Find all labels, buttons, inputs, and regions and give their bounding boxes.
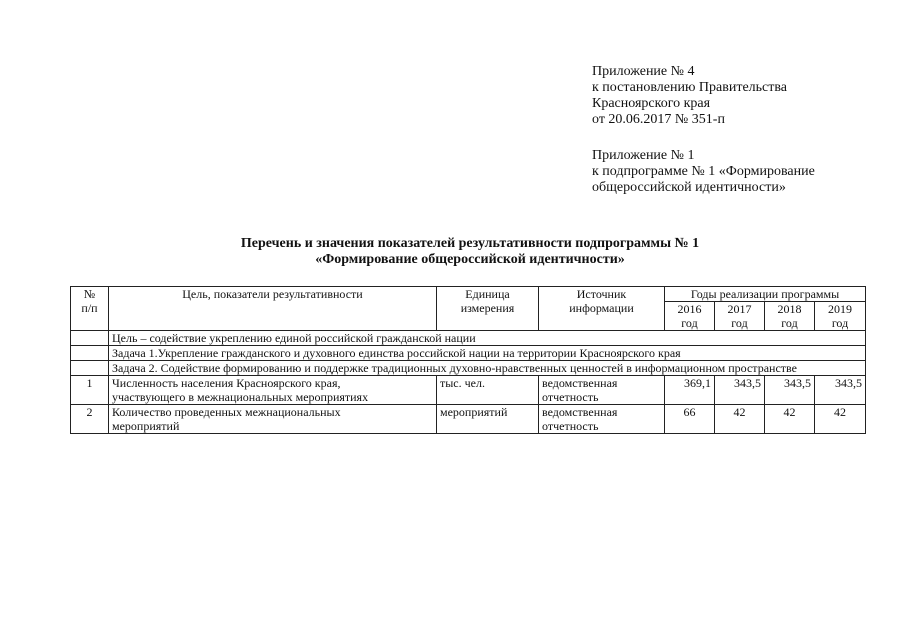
task-1-row: [71, 346, 866, 361]
row-num: 1: [71, 376, 109, 405]
row-value-2019: 343,5: [815, 376, 866, 405]
header-goal: Цель, показатели результативности: [109, 287, 437, 331]
row-value-2016: 369,1: [665, 376, 715, 405]
annex-sub-header: [592, 148, 815, 196]
header-year-2017: [715, 302, 765, 331]
row-unit: тыс. чел.: [437, 376, 539, 405]
row-source-line-2: отчетность: [542, 390, 599, 404]
annex-main-line-2: к постановлению Правительства: [592, 80, 788, 95]
row-num: 2: [71, 405, 109, 434]
row-indicator: [109, 376, 437, 405]
annex-sub-line-3: общероссийской идентичности»: [592, 180, 786, 195]
task-1-row-num: [71, 346, 109, 361]
header-unit-line-1: Единица: [465, 287, 510, 301]
row-indicator: [109, 405, 437, 434]
header-year-suffix: год: [831, 316, 849, 330]
header-year-2019: [815, 302, 866, 331]
task-2-row: [71, 361, 866, 376]
row-value-2016: 66: [665, 405, 715, 434]
header-num: [71, 287, 109, 331]
row-value-2019: 42: [815, 405, 866, 434]
table-row: [71, 376, 866, 405]
row-source: [539, 405, 665, 434]
title-line-2: «Формирование общероссийской идентичности»: [315, 252, 625, 267]
goal-row: [71, 331, 866, 346]
row-source-line-1: ведомственная: [542, 376, 618, 390]
header-year-value: 2018: [777, 302, 802, 316]
task-1-row-text: Задача 1.Укрепление гражданского и духовного единства российской нации на территории Красноярского края: [109, 346, 866, 361]
header-year-value: 2017: [727, 302, 752, 316]
row-source: [539, 376, 665, 405]
row-value-2017: 42: [715, 405, 765, 434]
annex-main-line-4: от 20.06.2017 № 351-п: [592, 112, 725, 127]
header-year-suffix: год: [731, 316, 748, 330]
row-indicator-line-2: участвующего в межнациональных мероприятиях: [112, 390, 369, 404]
annex-main-line-1: Приложение № 4: [592, 64, 695, 79]
header-year-value: 2019: [828, 302, 853, 316]
row-indicator-line-2: мероприятий: [112, 419, 180, 433]
task-2-row-num: [71, 361, 109, 376]
header-source-line-2: информации: [569, 301, 634, 315]
goal-row-text: Цель – содействие укреплению единой российской гражданской нации: [109, 331, 866, 346]
header-year-2016: [665, 302, 715, 331]
document-title: [150, 236, 790, 268]
header-row-1: [71, 287, 866, 302]
header-year-value: 2016: [677, 302, 702, 316]
row-unit: мероприятий: [437, 405, 539, 434]
header-unit-line-2: измерения: [460, 301, 515, 315]
goal-row-num: [71, 331, 109, 346]
annex-sub-line-1: Приложение № 1: [592, 148, 695, 163]
annex-main-line-3: Красноярского края: [592, 96, 711, 111]
row-value-2018: 42: [765, 405, 815, 434]
header-num-line-2: п/п: [81, 301, 98, 315]
title-line-1: Перечень и значения показателей результативности подпрограммы № 1: [240, 236, 700, 251]
annex-main-header: [592, 64, 787, 128]
row-indicator-line-1: Численность населения Красноярского края,: [112, 376, 341, 390]
header-year-suffix: год: [781, 316, 798, 330]
row-source-line-2: отчетность: [542, 419, 599, 433]
header-source: [539, 287, 665, 331]
annex-sub-line-2: к подпрограмме № 1 «Формирование: [592, 164, 815, 179]
header-year-2018: [765, 302, 815, 331]
row-value-2017: 343,5: [715, 376, 765, 405]
header-num-line-1: №: [83, 287, 96, 301]
row-source-line-1: ведомственная: [542, 405, 618, 419]
header-year-suffix: год: [681, 316, 698, 330]
table-row: [71, 405, 866, 434]
indicators-table: [70, 286, 866, 434]
header-years-group: Годы реализации программы: [665, 287, 866, 302]
header-unit: [437, 287, 539, 331]
task-2-row-text: Задача 2. Содействие формированию и поддержке традиционных духовно-нравственных ценностей в информационном пространстве: [109, 361, 866, 376]
row-value-2018: 343,5: [765, 376, 815, 405]
row-indicator-line-1: Количество проведенных межнациональных: [112, 405, 341, 419]
header-source-line-1: Источник: [576, 287, 627, 301]
